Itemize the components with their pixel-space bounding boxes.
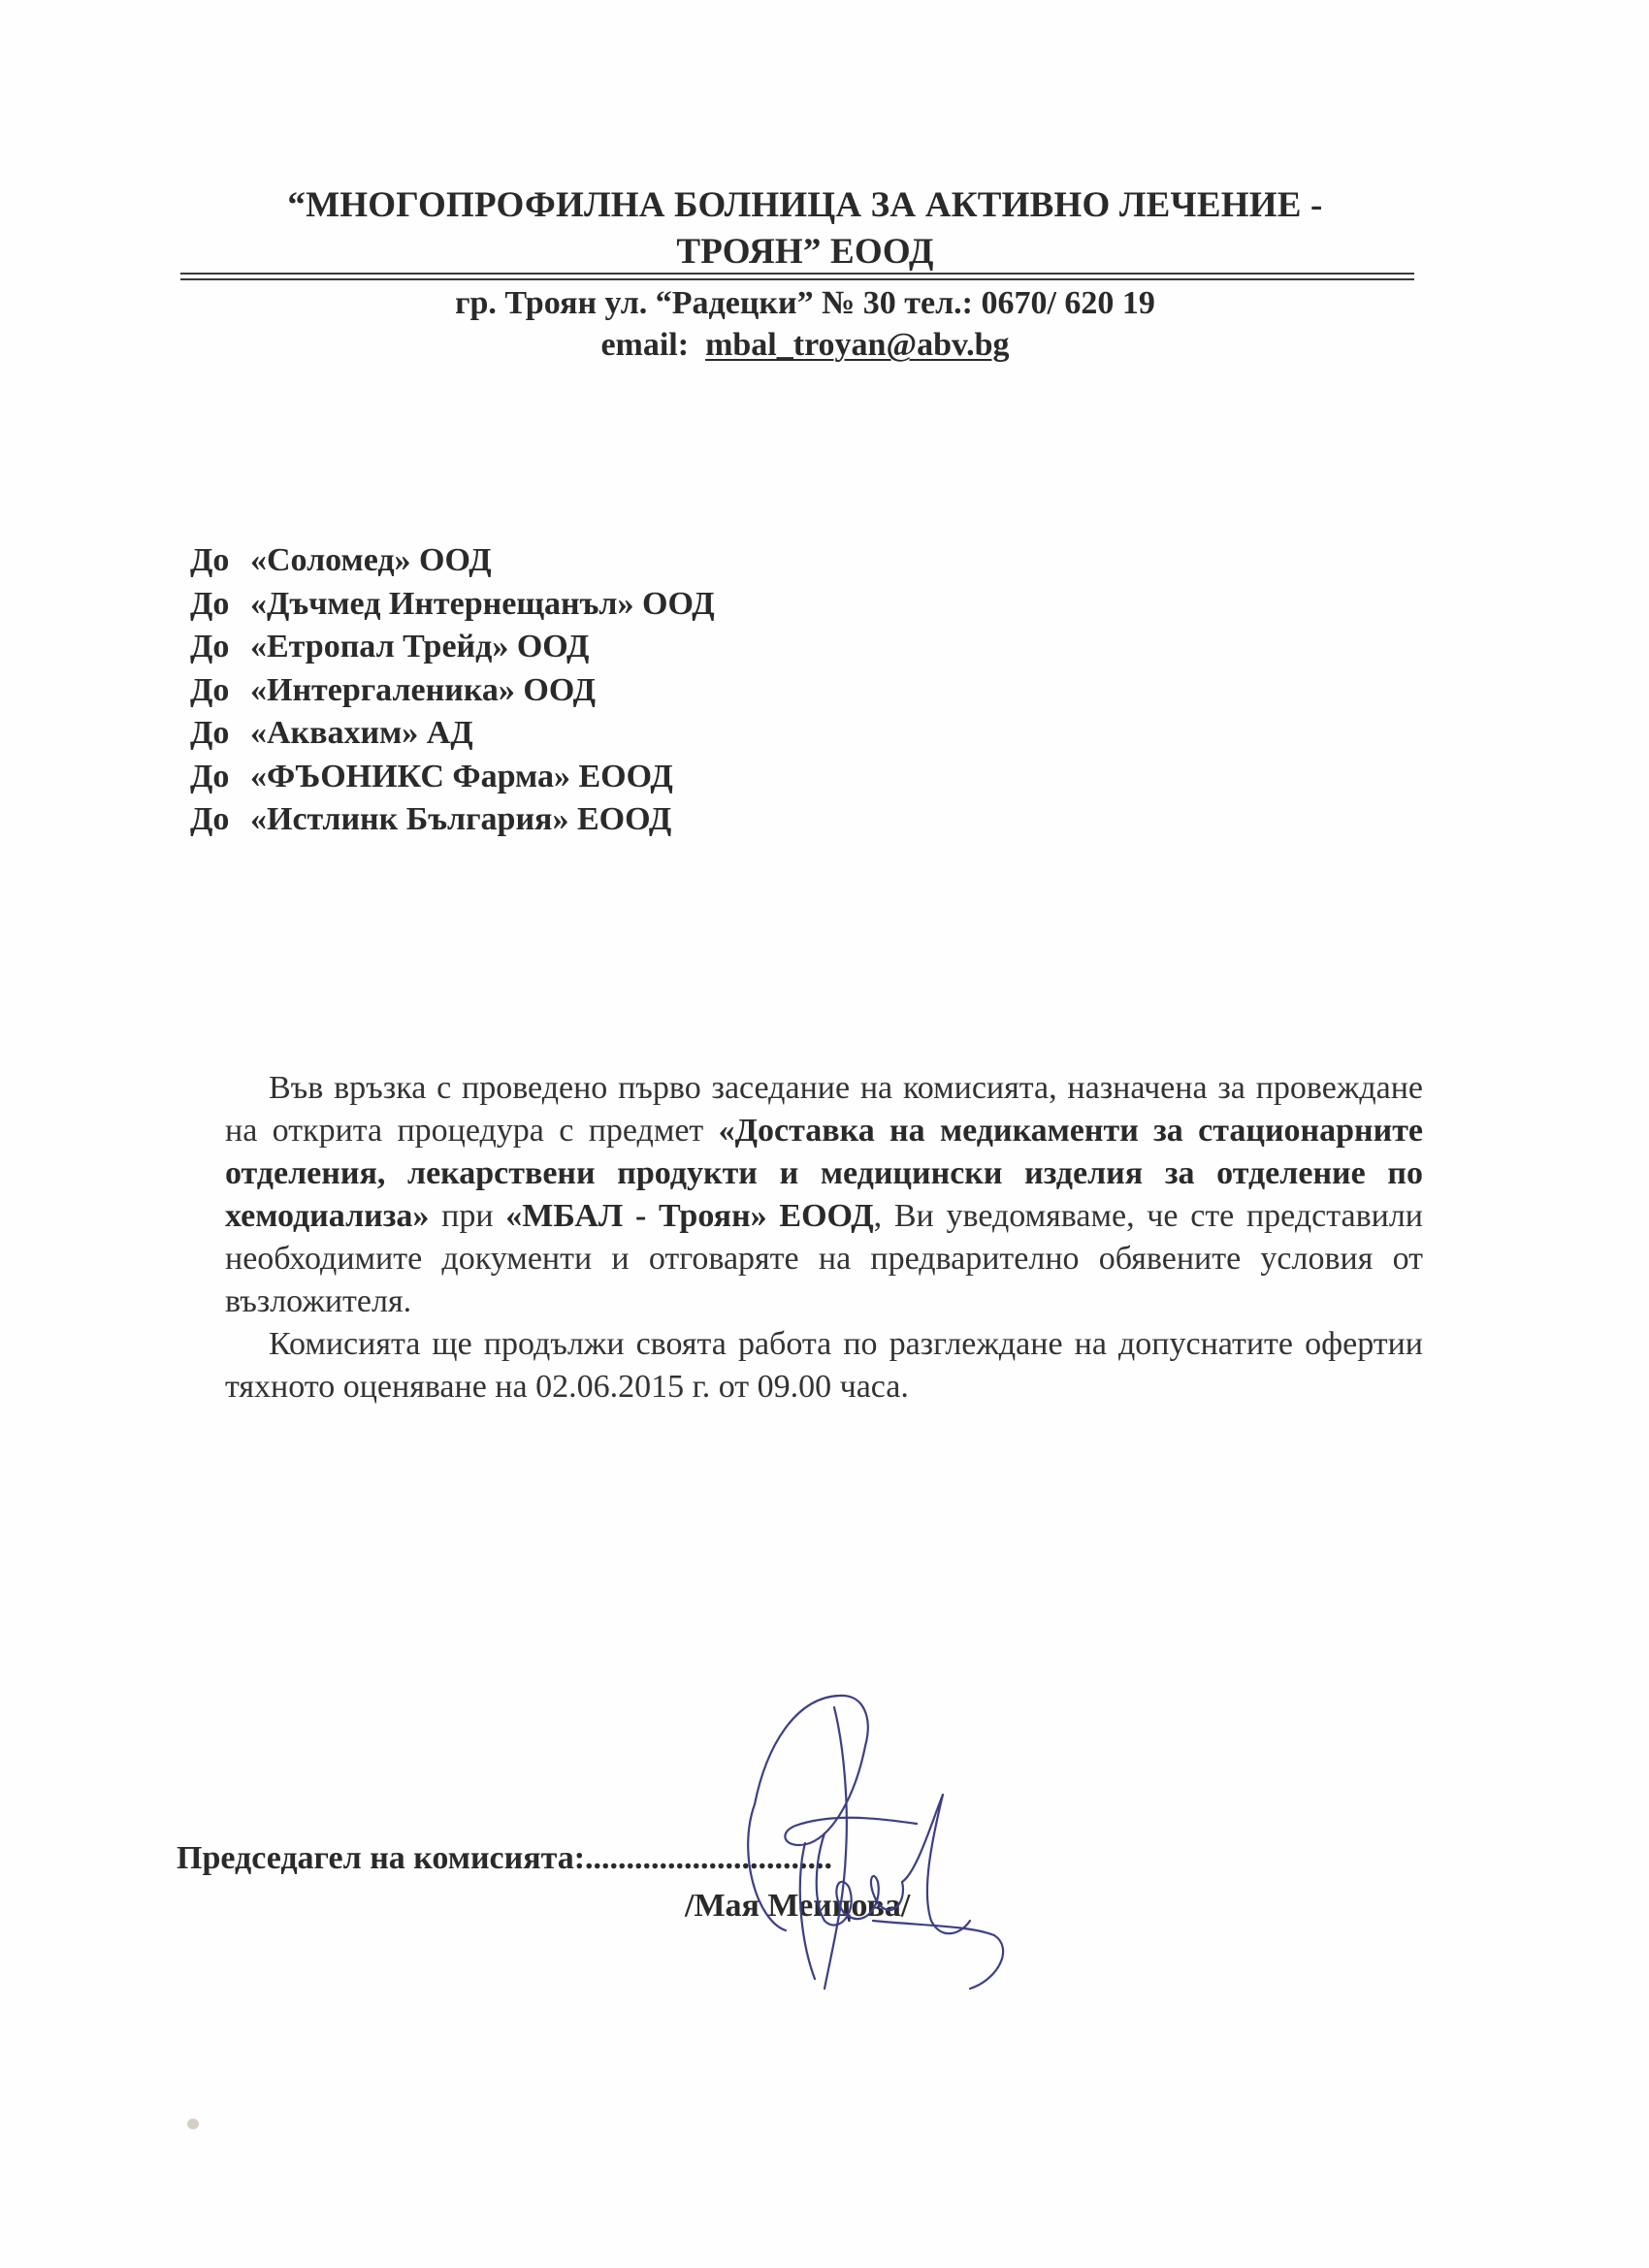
chairperson-signature-label: Председагел на комисията:.............................. [177,1840,833,1876]
recipients-list [190,539,715,842]
body-paragraph-1 [225,1067,1423,1323]
paragraph-closing: , Ви уведомяваме, че сте представили необходимите документи и отговаряте на предварително обявените условия от възложителя. [225,1198,1423,1319]
recipient-item [190,626,715,669]
email-label: email: [600,327,690,363]
contracting-entity: «МБАЛ - Троян» ЕООД [505,1198,874,1234]
header-double-rule [180,273,1414,280]
recipient-item [190,798,715,842]
organization-name-line1: “МНОГОПРОФИЛНА БОЛНИЦА ЗА АКТИВНО ЛЕЧЕНИЕ - [287,185,1323,225]
recipient-prefix: До [190,671,230,708]
recipient-prefix: До [190,542,230,578]
procurement-subject: «Доставка на медикаменти за стационарните отделения, лекарствени продукти и медицински изделия за отделение по хемодиализа» [225,1113,1424,1234]
signature-stroke [873,1921,1003,1989]
organization-name-line2: ТРОЯН” ЕООД [676,232,934,272]
signature-stroke [902,1795,970,1933]
recipient-name: «ФЪОНИКС Фарма» ЕООД [250,758,673,794]
recipient-name: «Етропал Трейд» ООД [250,629,590,664]
recipient-name: «Истлинк България» ЕООД [250,801,672,837]
recipient-name: «Аквахим» АД [250,715,473,751]
chairperson-name: /Мая Меицова/ [685,1888,911,1924]
recipient-item [190,583,715,627]
recipient-name: «Дъчмед Интернещанъл» ООД [250,585,715,622]
recipient-item [190,669,715,713]
recipient-name: «Соломед» ООД [250,542,492,578]
recipient-item [190,756,715,799]
scan-speck [187,2119,199,2129]
recipient-name: «Интергаленика» ООД [250,671,596,708]
letter-body [225,1067,1423,1409]
organization-address: гр. Троян ул. “Радецки” № 30 тел.: 0670/ 620 19 [455,285,1155,321]
recipient-prefix: До [190,758,230,794]
paragraph-intro: Във връзка с проведено първо заседание на комисията, назначена за провеждане на открита процедура с предмет [225,1070,1423,1149]
organization-email-line [184,324,1426,367]
recipient-item [190,712,715,756]
recipient-prefix: До [190,629,230,664]
recipient-prefix: До [190,585,230,622]
recipient-prefix: До [190,801,230,837]
recipient-item [190,539,715,583]
email-link[interactable]: mbal_troyan@abv.bg [705,327,1010,363]
body-paragraph-2: Комисията ще продължи своята работа по разглеждане на допуснатите офертии тяхното оценяване на 02.06.2015 г. от 09.00 часа. [225,1326,1423,1405]
paragraph-middle: при [429,1198,506,1234]
recipient-prefix: До [190,715,230,751]
